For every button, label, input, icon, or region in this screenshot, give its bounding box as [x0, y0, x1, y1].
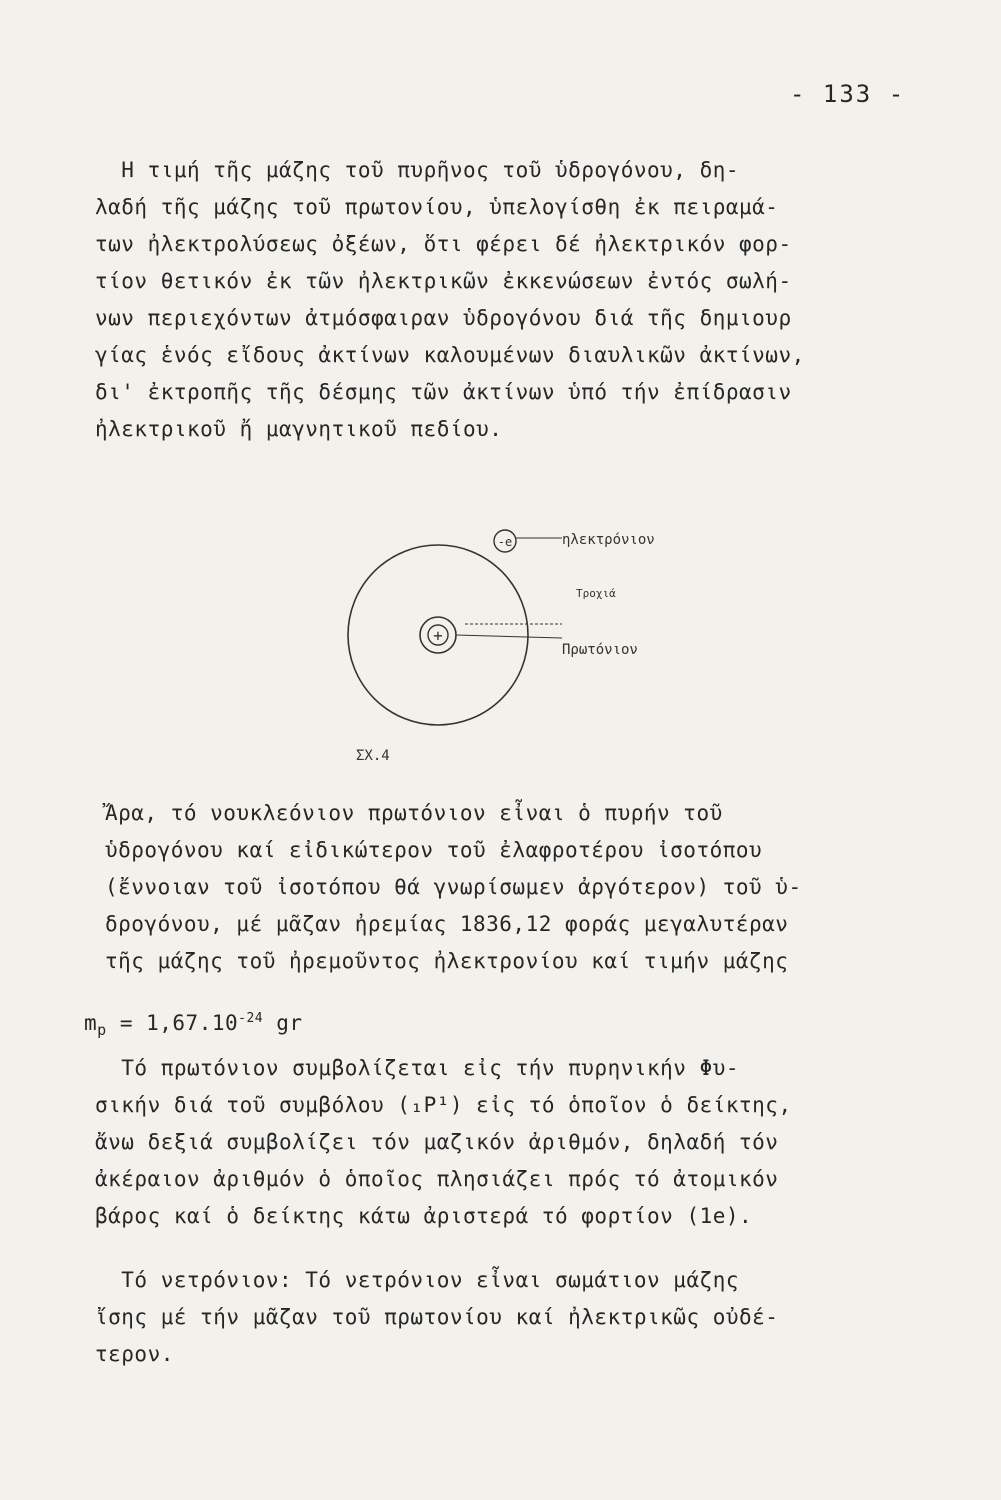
para2-line: (ἔννοιαν τοῦ ἰσοτόπου θά γνωρίσωμεν ἀργότερον) τοῦ ὑ- — [105, 875, 802, 899]
figure-caption: ΣΧ.4 — [356, 748, 390, 764]
para1-line: λαδή τῆς μάζης τοῦ πρωτονίου, ὑπελογίσθη ἐκ πειραμά- — [95, 195, 779, 219]
label-proton: Πρωτόνιον — [562, 642, 638, 658]
para2-line: ὑδρογόνου καί εἰδικώτερον τοῦ ἐλαφροτέρου ἰσοτόπου — [105, 838, 763, 862]
para4-line: Τό νετρόνιον: Τό νετρόνιον εἶναι σωμάτιον μάζης — [95, 1268, 740, 1292]
paragraph-4 — [95, 1262, 865, 1373]
para4-line: ἴσης μέ τήν μᾶζαν τοῦ πρωτονίου καί ἠλεκτρικῶς οὐδέ- — [95, 1305, 779, 1329]
para1-line: νων περιεχόντων ἀτμόσφαιραν ὑδρογόνου διά τῆς δημιουρ — [95, 306, 792, 330]
para3-line: σικήν διά τοῦ συμβόλου (₁P¹) εἰς τό ὁποῖον ὁ δείκτης, — [95, 1093, 792, 1117]
label-orbit: Τροχιά — [576, 587, 616, 600]
para3-line: Τό πρωτόνιον συμβολίζεται εἰς τήν πυρηνικήν Φυ- — [95, 1056, 740, 1080]
nucleus-plus-symbol: + — [433, 626, 443, 645]
formula-subscript: p — [97, 1021, 107, 1040]
paragraph-3 — [95, 1050, 865, 1235]
page-number: - 133 - — [790, 80, 906, 108]
formula-mass-proton — [84, 1000, 854, 1049]
para4-line: τερον. — [95, 1342, 174, 1366]
para3-line: ἀκέραιον ἀριθμόν ὁ ὁποῖος πλησιάζει πρός τό ἀτομικόν — [95, 1167, 779, 1191]
para3-line: ἄνω δεξιά συμβολίζει τόν μαζικόν ἀριθμόν, δηλαδή τόν — [95, 1130, 779, 1154]
para2-line: τῆς μάζης τοῦ ἠρεμοῦντος ἠλεκτρονίου καί τιμήν μάζης — [105, 949, 789, 973]
formula-exponent: -24 — [238, 1011, 264, 1026]
hydrogen-atom-diagram — [300, 520, 760, 780]
proton-leader-line — [456, 635, 562, 638]
para1-line: των ἠλεκτρολύσεως ὀξέων, ὅτι φέρει δέ ἠλεκτρικόν φορ- — [95, 232, 792, 256]
para1-line: τίον θετικόν ἐκ τῶν ἠλεκτρικῶν ἐκκενώσεων ἐντός σωλή- — [95, 269, 792, 293]
formula-value: = 1,67.10 — [119, 1011, 239, 1035]
electron-symbol: -e — [497, 535, 513, 549]
para3-line: βάρος καί ὁ δείκτης κάτω ἀριστερά τό φορτίον (1e). — [95, 1204, 753, 1228]
paragraph-1 — [95, 152, 865, 448]
label-electron: ηλεκτρόνιον — [562, 532, 655, 548]
para2-line: δρογόνου, μέ μᾶζαν ἠρεμίας 1836,12 φοράς μεγαλυτέραν — [105, 912, 789, 936]
formula-symbol: m — [84, 1011, 98, 1035]
para1-line: δι' ἐκτροπῆς τῆς δέσμης τῶν ἀκτίνων ὑπό τήν ἐπίδρασιν — [95, 380, 792, 404]
formula-unit: gr — [276, 1011, 303, 1035]
para1-line: γίας ἑνός εἴδους ἀκτίνων καλουμένων διαυλικῶν ἀκτίνων, — [95, 343, 805, 367]
para1-line: Η τιμή τῆς μάζης τοῦ πυρῆνος τοῦ ὑδρογόνου, δη- — [95, 158, 740, 182]
para2-line: Ἄρα, τό νουκλεόνιον πρωτόνιον εἶναι ὁ πυρήν τοῦ — [105, 801, 723, 825]
paragraph-2 — [105, 795, 875, 980]
para1-line: ἠλεκτρικοῦ ἤ μαγνητικοῦ πεδίου. — [95, 417, 503, 441]
